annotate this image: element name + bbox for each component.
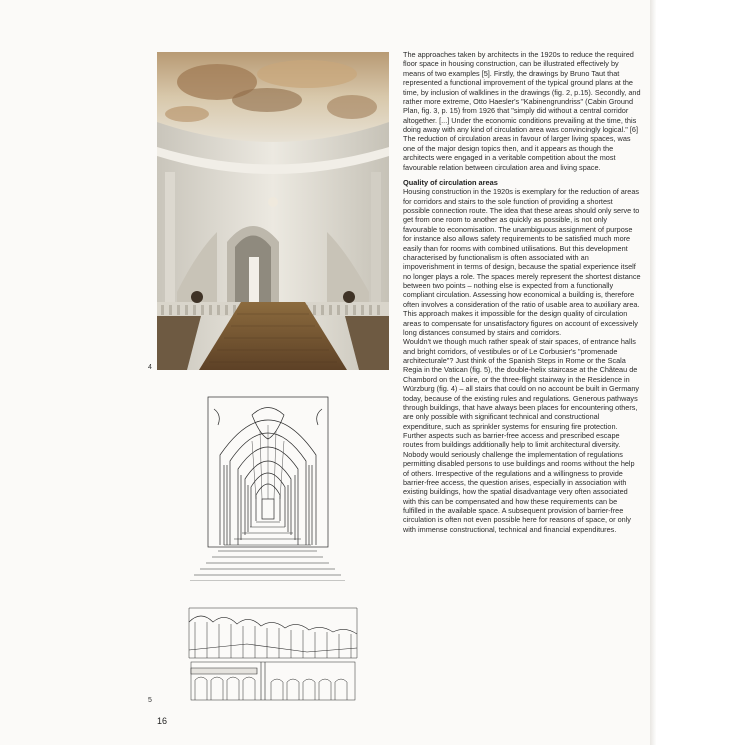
section-paragraph-3: Nobody would seriously challenge the implementation of regulations permitting disabled persons to use buildings and rooms without the help of others. Irrespective of the regulations and a willingness to provide barrier-free access, the question arises, especially in association with existing buildings, how the spatial disadvantage very often associated with this can be compensated and how these requirements can be fulfilled in the available space. A subsequent provision of barrier-free circulation is often not even possible here for reasons of space, or only with immense constructional, technical and financial expenditures. <box>403 449 635 534</box>
staircase-photo <box>157 52 389 370</box>
intro-paragraph: The approaches taken by architects in the 1920s to reduce the required floor space in housing construction, can be illustrated effectively by means of two examples [5]. Firstly, the drawings by Bruno Taut that represented a functional improvement of the typical ground plans at the time, by inclusion of walklines in the drawings (fig. 2, p.15). Secondly, and rather more extreme, Otto Haesler's "Kabinengrundriss" (Cabin Ground Plan, fig. 3, p. 15) from 1926 that "simply did without a central corridor altogether. [...] Under the economic conditions prevailing at the time, this doing away with any kind of circulation area was convincingly logical." [6] The reduction of circulation areas in favour of larger living spaces, was one of the major design topics then, and it appears as though the architects were engaged in a veritable competition about the most favourable relation between circulation area and living space. <box>403 50 641 172</box>
section-heading: Quality of circulation areas <box>403 177 498 187</box>
section-paragraph-1: Housing construction in the 1920s is exemplary for the reduction of areas for corridors and stairs to the sole function of providing a shortest possible connection route. The idea that these areas should only serve to get from one room to another as quickly as possible, is not only favourable to economisation. The unambiguous assignment of purpose for instance also allows safety requirements to be satisfied much more easily than for rooms with combined utilisations. But this development characterised by functionalism is often associated with an impoverishment in terms of design, because the spatial experience itself no longer plays a role. The spaces merely represent the shortest distance between two points – nothing else is expected from a functionally compliant circulation. Assessing how economical a building is, therefore often involves a consideration of the ratio of usable area to auxiliary area. This approach makes it impossible for the design quality of circulation areas to compensate for unsatisfactory figures on account of excessively long distances consumed by stairs and corridors. <box>403 187 641 337</box>
scala-regia-section-drawing <box>187 604 359 704</box>
figure-5-label: 5 <box>148 697 152 704</box>
section-paragraph-2: Wouldn't we though much rather speak of stair spaces, of entrance halls and bright corridors, of vestibules or of Le Corbusier's "promenade architecturale"? Just think of the Spanish Steps in Rome or the Scala Regia in the Vatican (fig. 5), the double-helix staircase at the Château de Chambord on the Loire, or the three-flight stairway in the Residence in Würzburg (fig. 4) – all stairs that could on no account be built in Germany today, because of the existing rules and regulations. Generous pathways through buildings, that have always been places for encountering others, are only possible with significant technical and constructional expenditure, such as sprinkler systems for ensuring fire protection. Further aspects such as barrier-free access and prescribed escape routes from buildings additionally help to limit architectural diversity. <box>403 337 640 450</box>
scala-regia-perspective-drawing <box>190 395 345 581</box>
page-number: 16 <box>157 716 168 726</box>
page-edge <box>650 0 656 745</box>
body-text-column <box>403 50 641 534</box>
figure-4-label: 4 <box>148 364 152 371</box>
